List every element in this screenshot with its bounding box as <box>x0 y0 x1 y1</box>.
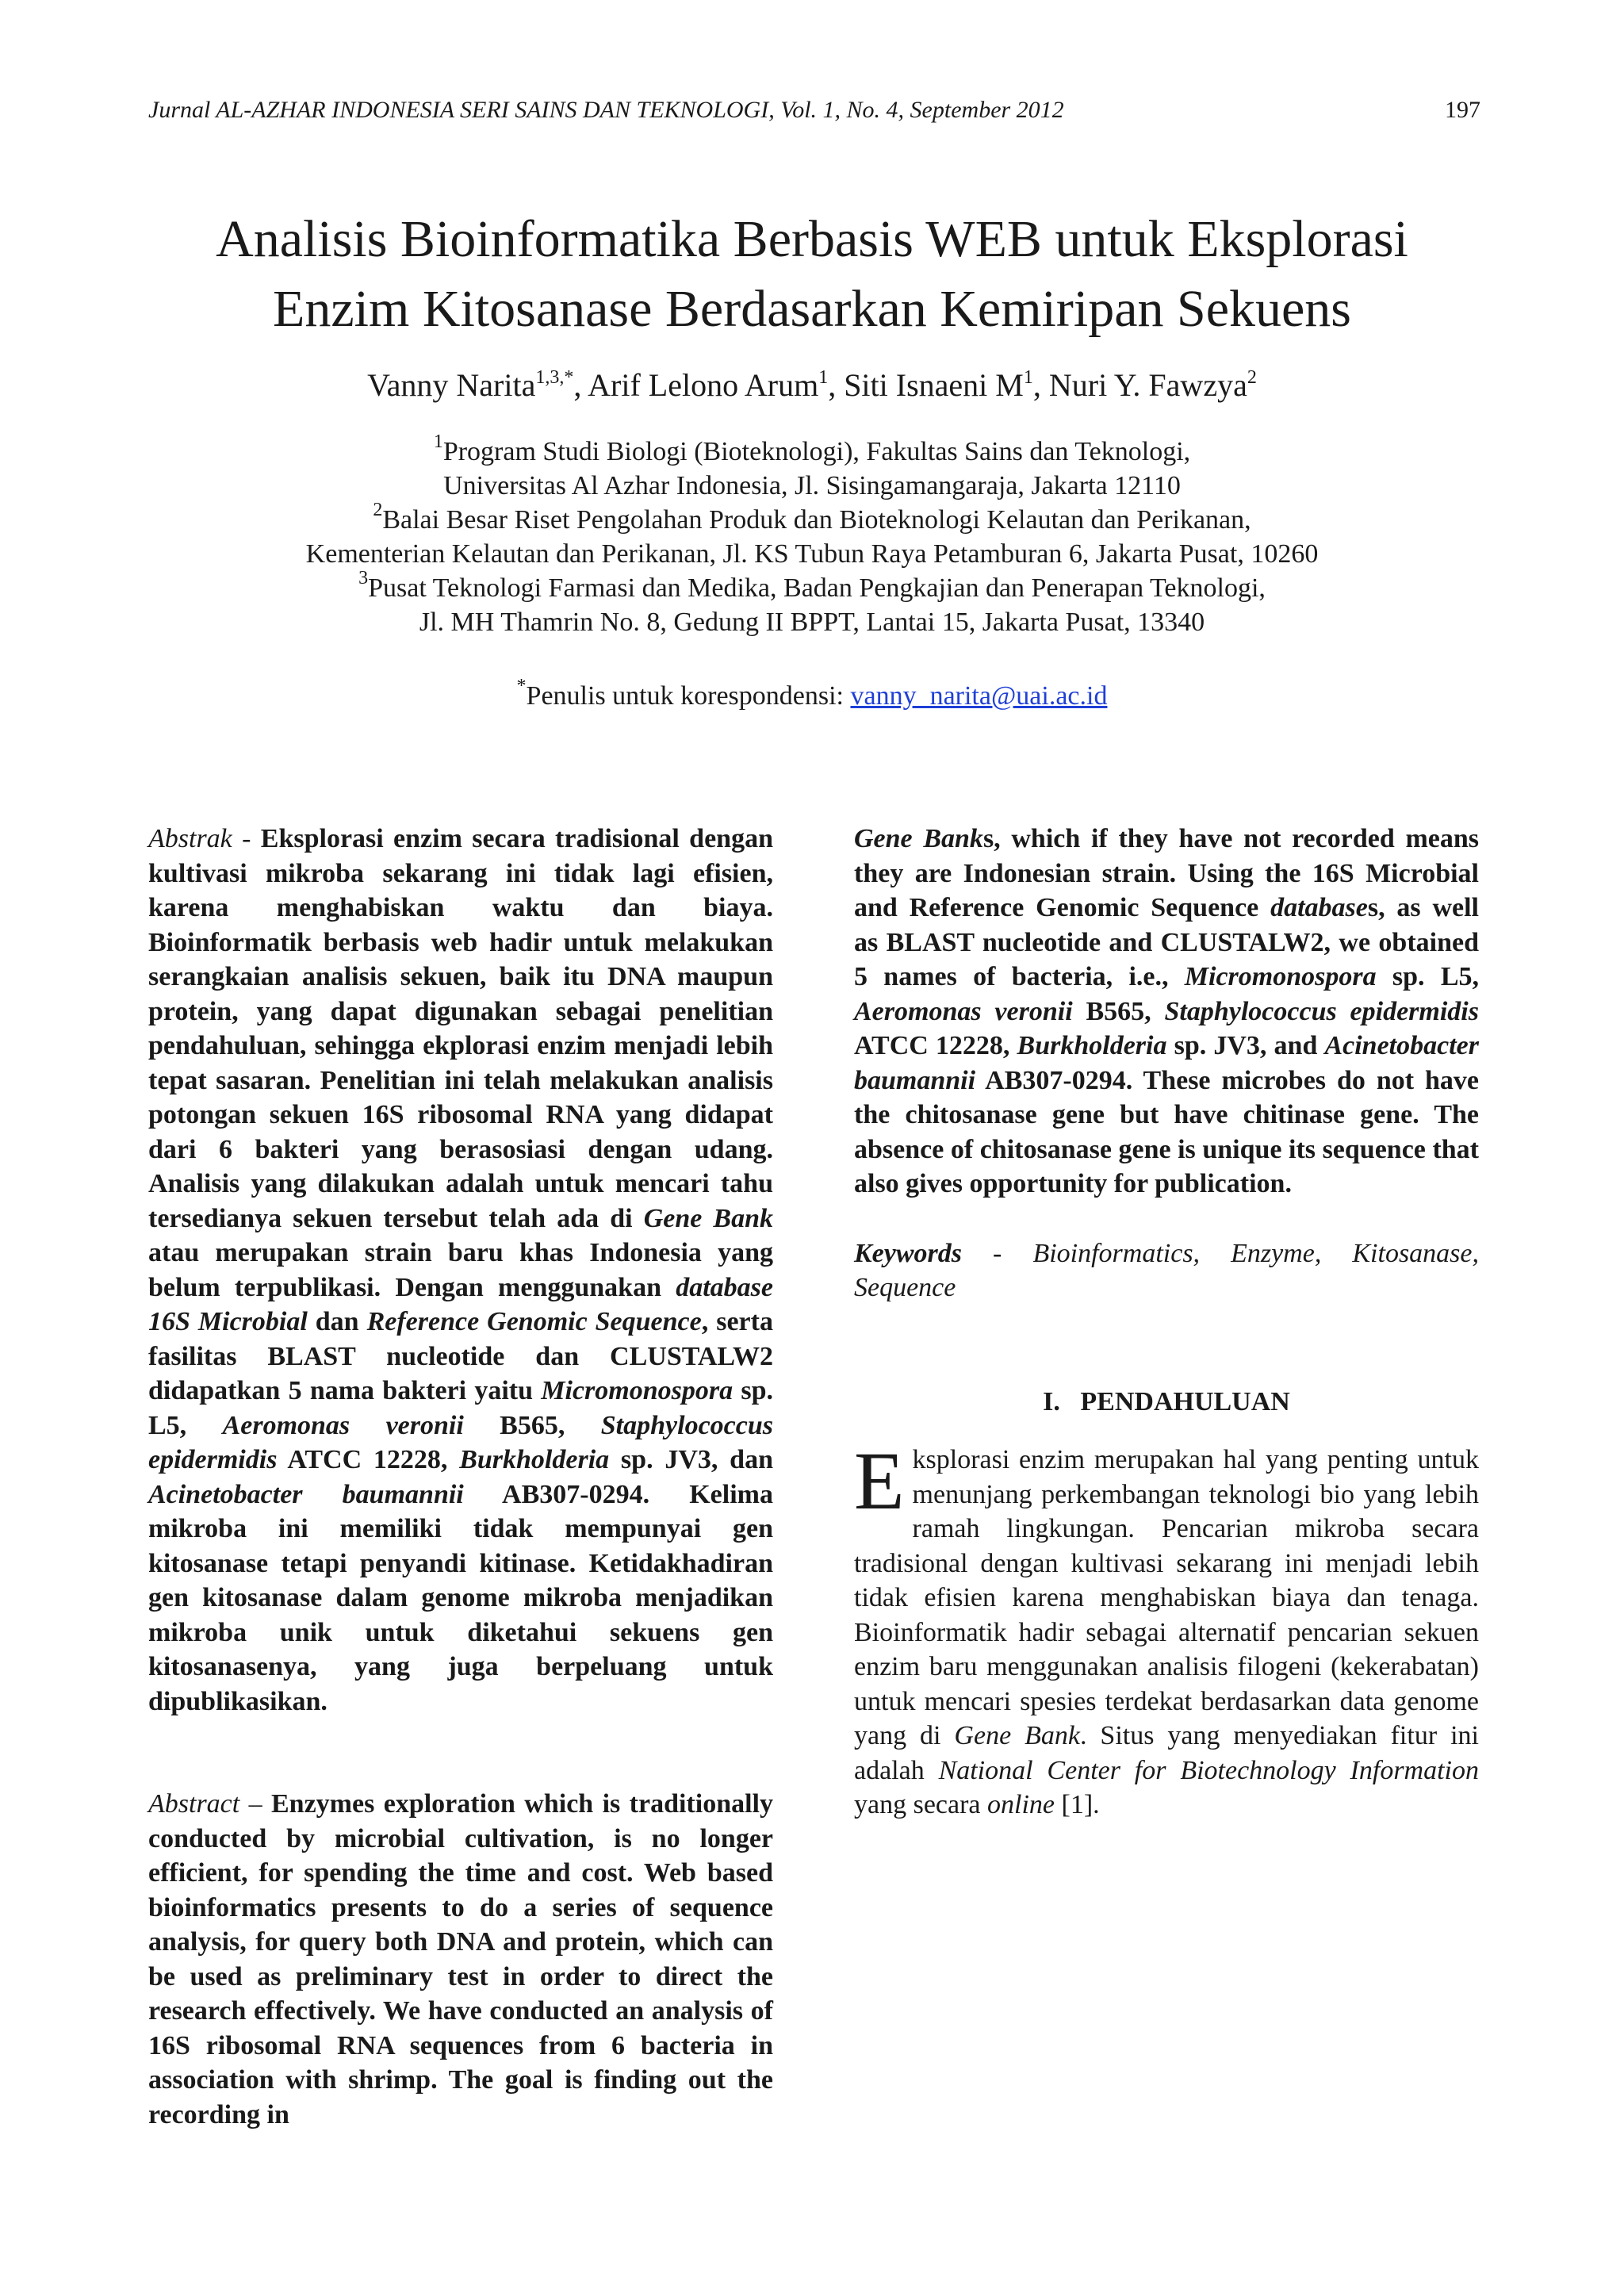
text-run: [1]. <box>1055 1790 1100 1819</box>
drop-cap: E <box>854 1435 905 1527</box>
affiliation-list <box>95 431 1529 639</box>
affiliation-text: Universitas Al Azhar Indonesia, Jl. Sisingamangaraja, Jakarta 12110 <box>443 471 1181 500</box>
author-name: Vanny Narita <box>367 367 536 403</box>
author-name: Siti Isnaeni M <box>844 367 1024 403</box>
species-name: Acinetobacter baumannii <box>148 1479 464 1509</box>
text-run: atau merupakan strain baru khas Indonesia yang belum terpublikasi. Dengan menggunakan <box>148 1238 773 1302</box>
text-run: , serta fasilitas BLAST nucleotide dan CLUSTALW2 didapatkan 5 nama bakteri yaitu <box>148 1307 773 1405</box>
correspondence-note <box>95 676 1529 714</box>
keywords-text: Bioinformatics, Enzyme, Kitosanase, Sequence <box>854 1238 1480 1302</box>
keywords-dash: - <box>962 1238 1033 1268</box>
text-run: sp. L5, <box>148 1376 774 1440</box>
affiliation-text: Balai Besar Riset Pengolahan Produk dan Bioteknologi Kelautan dan Perikanan, <box>382 505 1251 535</box>
affiliation-mark: 2 <box>373 500 383 520</box>
abstrak-paragraph <box>148 822 773 1719</box>
italic-term: National Center for Biotechnology Information <box>938 1755 1479 1785</box>
affiliation-mark: 3 <box>358 568 369 588</box>
text-run: Enzymes exploration which is traditionally conducted by microbial cultivation, is no longer efficient, for spending the time and cost. Web based bioinformatics presents to do a series of sequence analysis, for query both DNA and protein, which can be used as preliminary test in order to direct the research effectively. We have conducted an analysis of 16S ribosomal RNA sequences from 6 bacteria in association with shrimp. The goal is finding out the recording in <box>148 1789 774 2129</box>
journal-citation: Jurnal AL-AZHAR INDONESIA SERI SAINS DAN TEKNOLOGI, Vol. 1, No. 4, September 2012 <box>148 97 1064 123</box>
species-name: Micromonospora <box>1184 962 1377 991</box>
affiliation-line <box>95 469 1529 503</box>
italic-term: Gene Bank <box>954 1721 1080 1750</box>
text-run: dan <box>307 1307 367 1336</box>
affiliation-text: Kementerian Kelautan dan Perikanan, Jl. KS Tubun Raya Petamburan 6, Jakarta Pusat, 10260 <box>305 539 1319 569</box>
italic-term: Gene Bank <box>643 1203 773 1233</box>
species-name: Acinetobacter baumannii <box>854 1031 1479 1095</box>
affiliation-text: Program Studi Biologi (Bioteknologi), Fakultas Sains dan Teknologi, <box>442 437 1191 466</box>
text-run: Eksplorasi enzim secara tradisional dengan kultivasi mikroba sekarang ini tidak lagi efisien, karena menghabiskan waktu dan biaya. Bioinformatik berbasis web hadir untuk melakukan serangkaian analisis sekuen, baik itu DNA maupun protein, yang dapat digunakan sebagai penelitian pendahuluan, sehingga ekplorasi enzim menjadi lebih tepat sasaran. Penelitian ini telah melakukan analisis potongan sekuen 16S ribosomal RNA yang didapat dari 6 bakteri yang berasosiasi dengan udang. Analisis yang dilakukan adalah untuk mencari tahu tersedianya sekuen tersebut telah ada di <box>148 824 773 1233</box>
affiliation-line <box>95 568 1529 605</box>
italic-term: Reference Genomic Sequence <box>366 1307 702 1336</box>
italic-term: online <box>987 1790 1055 1819</box>
left-column <box>148 822 773 2132</box>
author-list <box>95 365 1529 406</box>
running-header <box>148 97 1480 132</box>
author-separator: , <box>573 367 588 403</box>
right-column <box>854 822 1479 1823</box>
text-run: B565, <box>1072 996 1165 1026</box>
species-name: Aeromonas veronii <box>222 1410 464 1440</box>
text-run: ksplorasi enzim merupakan hal yang penting untuk menunjang perkembangan teknologi bio yang lebih ramah lingkungan. Pencarian mikroba secara tradisional dengan kultivasi sekarang ini menjadi lebih tidak efisien karena menghabiskan biaya dan tenaga. Bioinformatik hadir sebagai alternatif pencarian sekuen enzim baru menggunakan analisis filogeni (kekerabatan) untuk mencari spesies terdekat berdasarkan data genome yang di <box>854 1445 1479 1750</box>
affiliation-line <box>95 537 1529 571</box>
text-run: . Situs yang menyediakan fitur ini adalah <box>854 1721 1479 1785</box>
text-run: sp. JV3, dan <box>609 1445 773 1474</box>
species-name: Aeromonas veronii <box>854 996 1073 1026</box>
keywords-paragraph <box>854 1236 1479 1305</box>
author-name: Nuri Y. Fawzya <box>1048 367 1247 403</box>
abstrak-label: Abstrak <box>148 824 232 853</box>
italic-term: database <box>1270 893 1368 922</box>
keywords-label: Keywords <box>854 1238 962 1268</box>
abstract-label: Abstract <box>148 1789 240 1819</box>
affiliation-text: Pusat Teknologi Farmasi dan Medika, Badan Pengkajian dan Penerapan Teknologi, <box>368 573 1266 603</box>
email-link[interactable]: vanny_narita@uai.ac.id <box>850 681 1108 711</box>
page-number: 197 <box>1445 97 1480 123</box>
text-run: sp. JV3, and <box>1166 1031 1325 1060</box>
italic-term: Gene Bank <box>854 824 983 853</box>
text-run: AB307-0294. These microbes do not have the chitosanase gene but have chitinase gene. The absence of chitosanase gene is unique its sequence that also gives opportunity for publication. <box>854 1065 1479 1198</box>
author-separator: , <box>1032 367 1049 403</box>
author-name: Arif Lelono Arum <box>588 367 819 403</box>
species-name: Staphylococcus epidermidis <box>148 1410 773 1474</box>
text-run: yang secara <box>854 1790 988 1819</box>
title-line-2: Enzim Kitosanase Berdasarkan Kemiripan Sekuens <box>273 280 1351 338</box>
affiliation-text: Jl. MH Thamrin No. 8, Gedung II BPPT, Lantai 15, Jakarta Pusat, 13340 <box>419 608 1205 637</box>
species-name: Staphylococcus epidermidis <box>1164 996 1479 1026</box>
author-separator: , <box>828 367 845 403</box>
affiliation-line <box>95 605 1529 639</box>
intro-paragraph <box>854 1435 1479 1823</box>
species-name: Micromonospora <box>541 1376 733 1405</box>
author-affiliation-mark: 1 <box>818 367 829 388</box>
text-run: AB307-0294. Kelima mikroba ini memiliki tidak mempunyai gen kitosanase tetapi penyandi kitinase. Ketidakhadiran gen kitosanase dalam genome mikroba menjadikan mikroba unik untuk diketahui sekuens gen kitosanasenya, yang juga berpeluang untuk dipublikasikan. <box>148 1479 773 1716</box>
text-run: s, as well as BLAST nucleotide and CLUSTALW2, we obtained 5 names of bacteria, i.e., <box>854 893 1479 991</box>
section-heading: I. PENDAHULUAN <box>1043 1386 1290 1416</box>
species-name: Burkholderia <box>459 1445 610 1474</box>
affiliation-line <box>95 431 1529 469</box>
author-affiliation-mark: 1 <box>1023 367 1033 388</box>
text-run: s, which if they have not recorded means they are Indonesian strain. Using the 16S Microbial and Reference Genomic Sequence <box>854 824 1479 922</box>
abstract-continuation <box>854 822 1479 1202</box>
text-run: ATCC 12228, <box>277 1445 460 1474</box>
affiliation-mark: 1 <box>433 431 443 452</box>
text-run: B565, <box>463 1410 601 1440</box>
text-run: sp. L5, <box>1376 962 1479 991</box>
correspondence-label: Penulis untuk korespondensi: <box>526 681 851 711</box>
text-run: ATCC 12228, <box>854 1031 1017 1060</box>
paper-title <box>95 205 1529 344</box>
abstract-dash: – <box>239 1789 271 1819</box>
title-line-1: Analisis Bioinformatika Berbasis WEB untuk Eksplorasi <box>216 210 1408 268</box>
species-name: Burkholderia <box>1017 1031 1167 1060</box>
abstrak-dash: - <box>232 824 261 853</box>
affiliation-line <box>95 500 1529 537</box>
italic-term: database 16S Microbial <box>148 1272 773 1336</box>
author-affiliation-mark: 1,3,* <box>535 367 574 388</box>
author-affiliation-mark: 2 <box>1247 367 1257 388</box>
abstract-paragraph <box>148 1787 773 2132</box>
correspondence-mark: * <box>516 676 527 696</box>
